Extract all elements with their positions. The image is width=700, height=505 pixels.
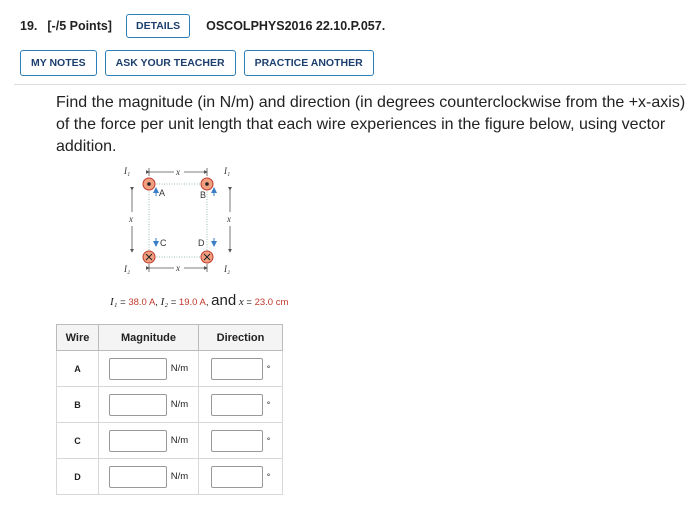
point-c-label: C bbox=[160, 238, 167, 248]
top-x-label: x bbox=[176, 167, 180, 177]
table-row bbox=[57, 459, 283, 495]
action-buttons bbox=[20, 50, 374, 76]
direction-column-header: Direction bbox=[199, 325, 283, 351]
table-row bbox=[57, 351, 283, 387]
wire-c-degree-symbol: ° bbox=[266, 435, 271, 446]
x-symbol: x bbox=[238, 296, 244, 308]
header-divider bbox=[14, 84, 686, 85]
i2-value: 19.0 A bbox=[178, 297, 206, 308]
wire-d-label: D bbox=[57, 459, 99, 495]
answer-table bbox=[56, 324, 283, 495]
wire-b-magnitude-unit: N/m bbox=[170, 399, 189, 410]
wire-c-direction-input[interactable] bbox=[211, 430, 263, 452]
wire-a-magnitude-input[interactable] bbox=[109, 358, 167, 380]
wire-a-label: A bbox=[57, 351, 99, 387]
wire-c-cross-icon bbox=[143, 251, 155, 263]
left-x-label: x bbox=[129, 214, 133, 224]
points-label: [-/5 Points] bbox=[47, 19, 112, 33]
i2-symbol: I₂ bbox=[160, 296, 169, 308]
wire-d-magnitude-input[interactable] bbox=[109, 466, 167, 488]
wire-d-degree-symbol: ° bbox=[266, 471, 271, 482]
wire-a-degree-symbol: ° bbox=[266, 363, 271, 374]
wire-square-figure bbox=[118, 160, 248, 280]
wire-b-dot-icon bbox=[201, 178, 213, 190]
i2-eq: = bbox=[170, 297, 177, 308]
wire-column-header: Wire bbox=[57, 325, 99, 351]
and-word: and bbox=[211, 292, 237, 309]
answer-table-header bbox=[57, 325, 283, 351]
point-b-label: B bbox=[200, 190, 207, 200]
wire-b-degree-symbol: ° bbox=[266, 399, 271, 410]
question-number: 19. bbox=[20, 19, 38, 33]
wire-d-cross-icon bbox=[201, 251, 213, 263]
wire-a-magnitude-unit: N/m bbox=[170, 363, 189, 374]
wire-d-current-label: I₂ bbox=[224, 264, 231, 274]
i2-comma: , bbox=[205, 297, 209, 308]
wire-b-direction-input[interactable] bbox=[211, 394, 263, 416]
point-a-label: A bbox=[159, 188, 166, 198]
wire-c-magnitude-input[interactable] bbox=[109, 430, 167, 452]
ask-teacher-button[interactable]: ASK YOUR TEACHER bbox=[105, 50, 236, 76]
i1-symbol: I₁ bbox=[110, 296, 118, 308]
wire-a-current-label: I₁ bbox=[124, 166, 131, 176]
given-values bbox=[110, 292, 288, 309]
my-notes-button[interactable]: MY NOTES bbox=[20, 50, 97, 76]
wire-c-magnitude-unit: N/m bbox=[170, 435, 189, 446]
question-header bbox=[20, 14, 385, 38]
x-value: 23.0 cm bbox=[254, 297, 289, 308]
i1-eq: = bbox=[120, 297, 126, 308]
wire-d-direction-input[interactable] bbox=[211, 466, 263, 488]
wire-c-label: C bbox=[57, 423, 99, 459]
magnitude-column-header: Magnitude bbox=[99, 325, 199, 351]
point-d-label: D bbox=[198, 238, 205, 248]
table-row bbox=[57, 387, 283, 423]
wire-a-direction-input[interactable] bbox=[211, 358, 263, 380]
wire-b-magnitude-input[interactable] bbox=[109, 394, 167, 416]
wire-a-dot-icon bbox=[143, 178, 155, 190]
table-row bbox=[57, 423, 283, 459]
wire-b-label: B bbox=[57, 387, 99, 423]
wire-d-magnitude-unit: N/m bbox=[170, 471, 189, 482]
wire-b-current-label: I₁ bbox=[224, 166, 231, 176]
i1-value: 38.0 A bbox=[128, 297, 156, 308]
practice-another-button[interactable]: PRACTICE ANOTHER bbox=[244, 50, 374, 76]
i1-comma: , bbox=[155, 297, 158, 308]
x-eq: = bbox=[246, 297, 252, 308]
details-button[interactable]: DETAILS bbox=[126, 14, 190, 38]
bottom-x-label: x bbox=[176, 263, 180, 273]
question-text: Find the magnitude (in N/m) and direction (in degrees counterclockwise from the +x-axis) of the force per unit length that each wire experiences in the figure below, using vector addition. bbox=[56, 94, 686, 155]
problem-id: OSCOLPHYS2016 22.10.P.057. bbox=[206, 19, 386, 33]
right-x-label: x bbox=[227, 214, 231, 224]
wire-c-current-label: I₂ bbox=[124, 264, 131, 274]
